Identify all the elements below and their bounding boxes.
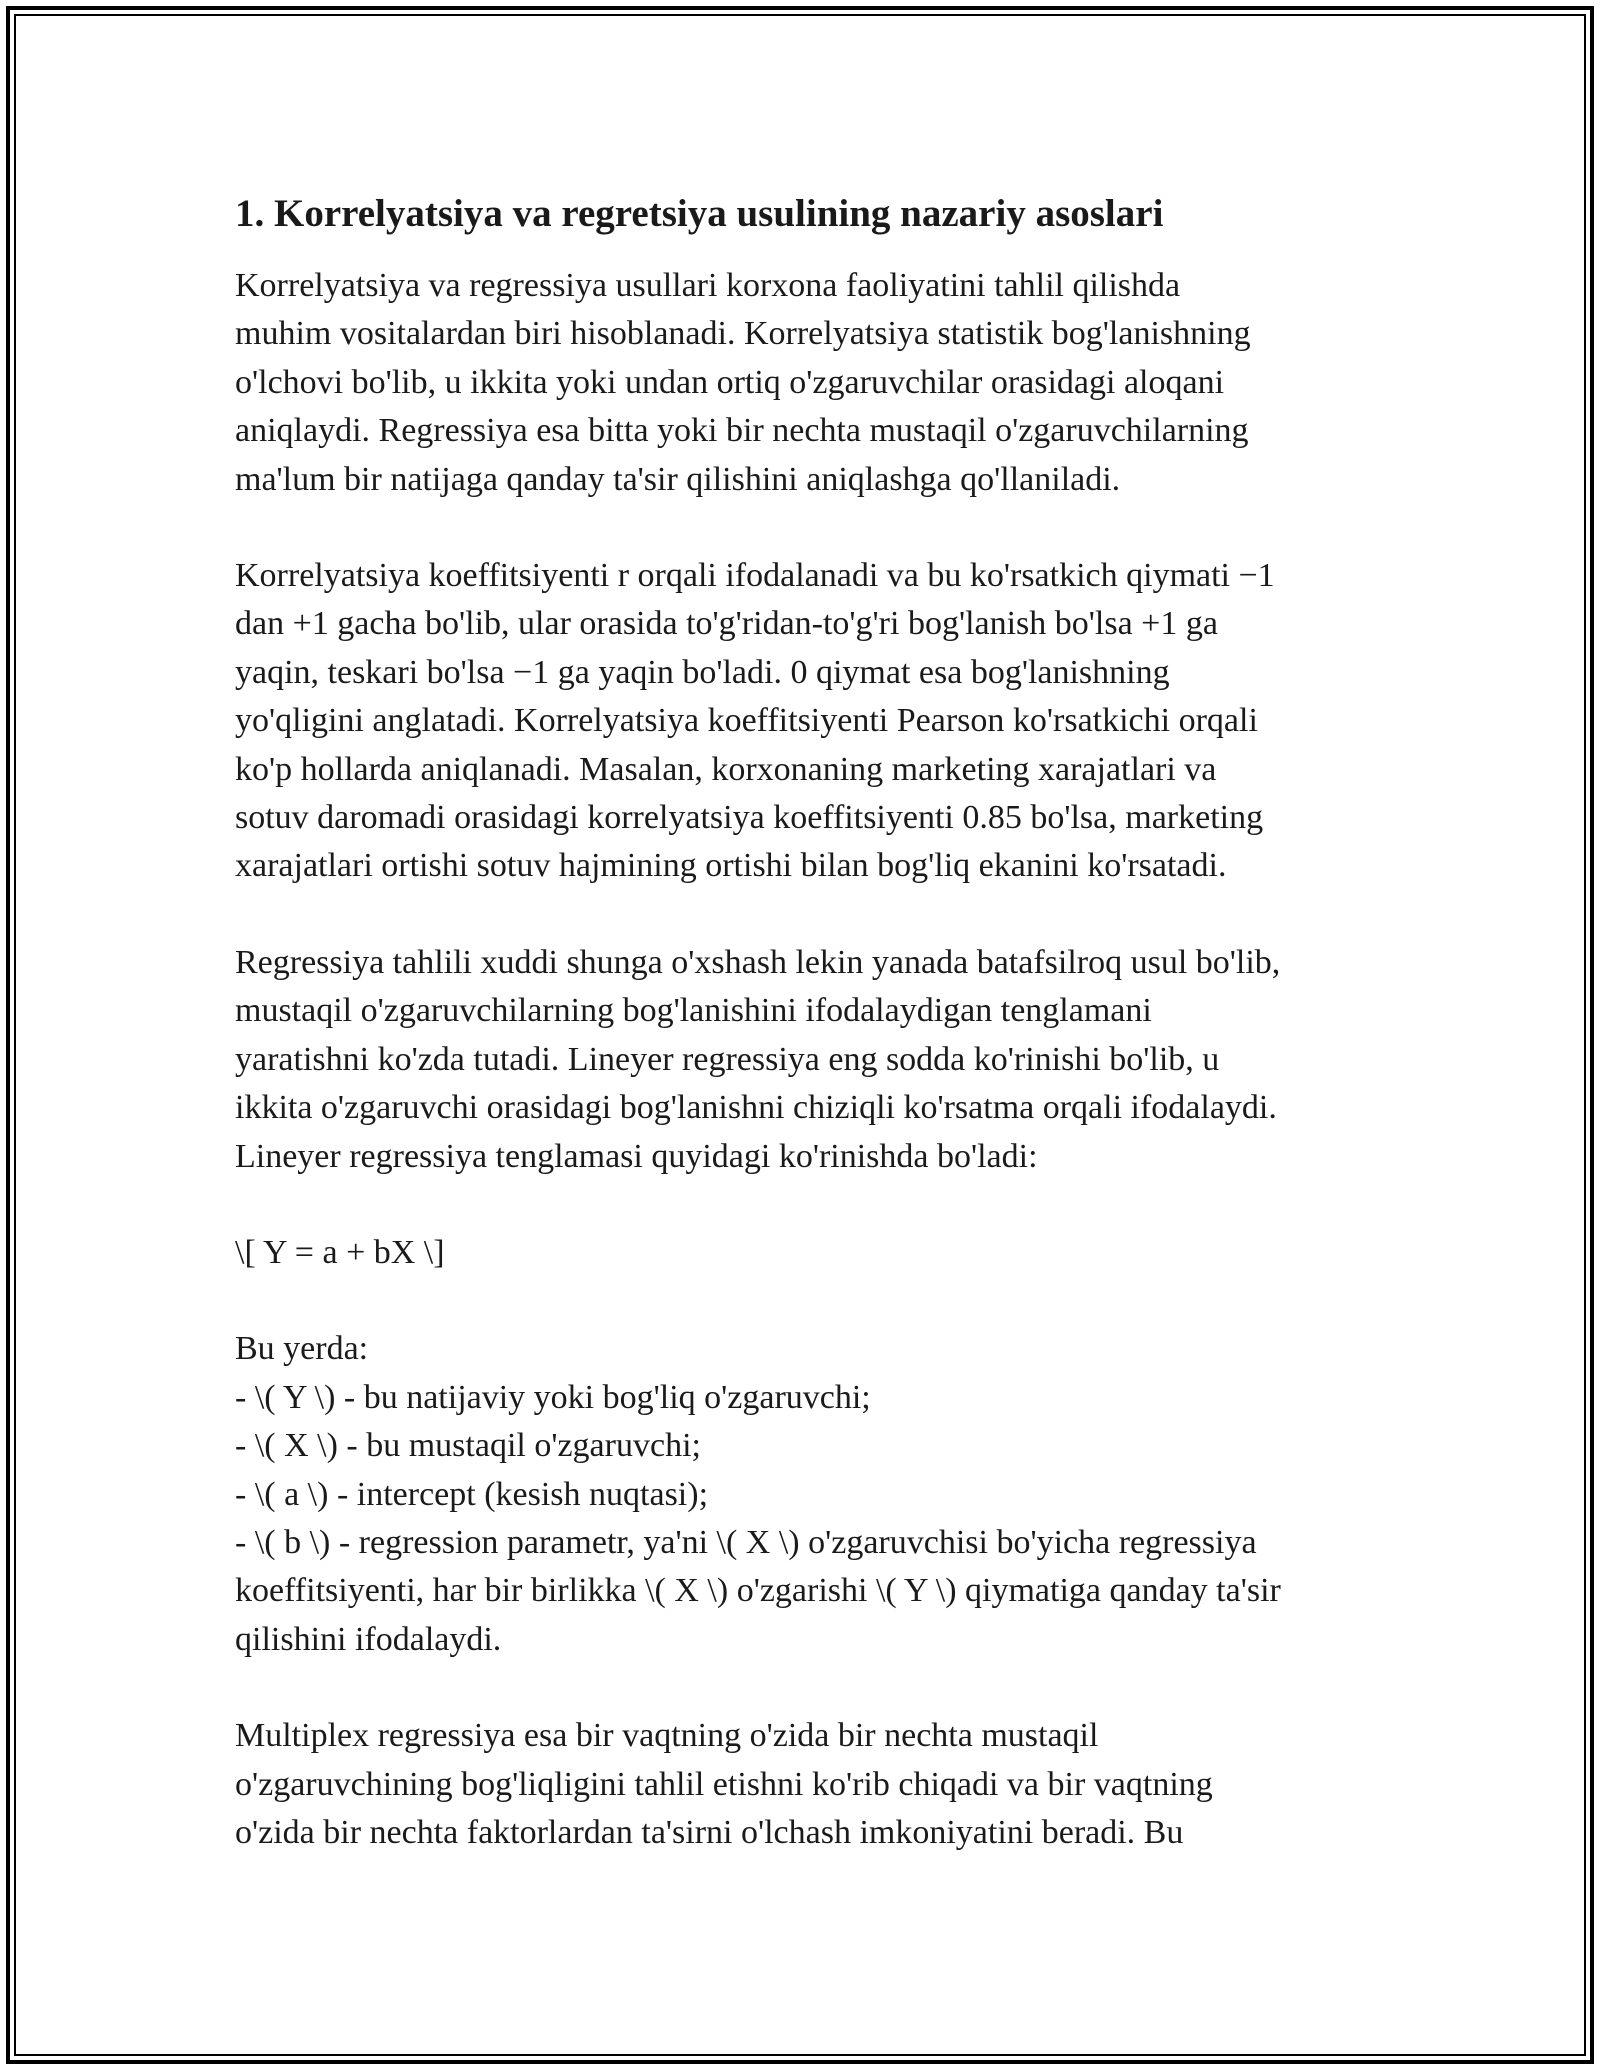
text-line: Korrelyatsiya va regressiya usullari korxona faoliyatini tahlil qilishda — [235, 267, 1181, 304]
text-line: ikkita o'zgaruvchi orasidagi bog'lanishni chiziqli ko'rsatma orqali ifodalaydi. — [235, 1089, 1277, 1127]
text-line: mustaqil o'zgaruvchilarning bog'lanishini ifodalaydigan tenglamani — [235, 992, 1152, 1030]
paragraph-intro — [235, 262, 1385, 504]
text-line: sotuv daromadi orasidagi korrelyatsiya koeffitsiyenti 0.85 bo'lsa, marketing — [235, 799, 1264, 837]
text-line: yaratishni ko'zda tutadi. Lineyer regressiya eng sodda ko'rinishi bo'lib, u — [235, 1040, 1220, 1078]
text-line: yaqin, teskari bo'lsa −1 ga yaqin bo'ladi. 0 qiymat esa bog'lanishning — [235, 653, 1170, 691]
text-line: Regressiya tahlili xuddi shunga o'xshash lekin yanada batafsilroq usul bo'lib, — [235, 943, 1281, 981]
paragraph-regression — [235, 939, 1385, 1181]
formula-block — [235, 1229, 1385, 1277]
definition-item: - \( a \) - intercept (kesish nuqtasi); — [235, 1475, 709, 1513]
document-page — [235, 186, 1385, 1905]
text-line: o'zida bir nechta faktorlardan ta'sirni o'lchash imkoniyatini beradi. Bu — [235, 1813, 1184, 1851]
definition-item-continued: koeffitsiyenti, har bir birlikka \( X \) o'zgarishi \( Y \) qiymatiga qanday ta'sir — [235, 1572, 1281, 1610]
section-heading: 1. Korrelyatsiya va regretsiya usulining nazariy asoslari — [235, 192, 1164, 235]
text-line: Multiplex regressiya esa bir vaqtning o'zida bir nechta mustaqil — [235, 1717, 1099, 1755]
text-line: ko'p hollarda aniqlanadi. Masalan, korxonaning marketing xarajatlari va — [235, 750, 1217, 788]
definition-item: - \( X \) - bu mustaqil o'zgaruvchi; — [235, 1427, 701, 1465]
text-line: Lineyer regressiya tenglamasi quyidagi ko'rinishda bo'ladi: — [235, 1137, 1038, 1175]
definition-item: - \( b \) - regression parametr, ya'ni \( X \) o'zgaruvchisi bo'yicha regressiya — [235, 1523, 1257, 1561]
text-line: yo'qligini anglatadi. Korrelyatsiya koeffitsiyenti Pearson ko'rsatkichi orqali — [235, 702, 1258, 740]
text-line: ma'lum bir natijaga qanday ta'sir qilishini aniqlashga qo'llaniladi. — [235, 460, 1121, 498]
definitions-intro: Bu yerda: — [235, 1330, 369, 1368]
text-line: o'zgaruvchining bog'liqligini tahlil etishni ko'rib chiqadi va bir vaqtning — [235, 1765, 1213, 1803]
definitions-list — [235, 1325, 1385, 1664]
text-line: dan +1 gacha bo'lib, ular orasida to'g'ridan-to'g'ri bog'lanish bo'lsa +1 ga — [235, 605, 1218, 643]
text-line: Korrelyatsiya koeffitsiyenti r orqali ifodalanadi va bu ko'rsatkich qiymati −1 — [235, 557, 1275, 595]
paragraph-multiple-regression — [235, 1712, 1385, 1857]
paragraph-correlation — [235, 552, 1385, 891]
text-line: aniqlaydi. Regressiya esa bitta yoki bir nechta mustaqil o'zgaruvchilarning — [235, 412, 1249, 450]
text-line: o'lchovi bo'lib, u ikkita yoki undan ortiq o'zgaruvchilar orasidagi aloqani — [235, 363, 1225, 401]
text-line: xarajatlari ortishi sotuv hajmining ortishi bilan bog'liq ekanini ko'rsatadi. — [235, 847, 1227, 885]
definition-item: - \( Y \) - bu natijaviy yoki bog'liq o'zgaruvchi; — [235, 1378, 871, 1416]
text-line: muhim vositalardan biri hisoblanadi. Korrelyatsiya statistik bog'lanishning — [235, 315, 1251, 353]
regression-formula: \[ Y = a + bX \] — [235, 1233, 445, 1271]
definition-item-continued: qilishini ifodalaydi. — [235, 1620, 502, 1658]
